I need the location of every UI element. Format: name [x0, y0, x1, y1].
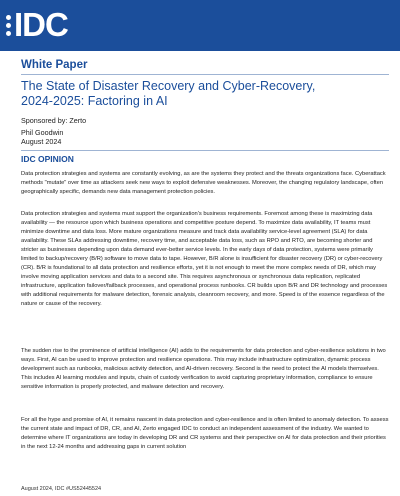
divider-top: [21, 74, 389, 75]
footer-text: August 2024, IDC #US52445524: [21, 486, 102, 492]
logo-dots-icon: [6, 15, 11, 36]
document-type-label: White Paper: [21, 59, 88, 71]
author-name: Phil Goodwin: [21, 128, 64, 137]
header-bar: [0, 0, 400, 51]
title-line-1: The State of Disaster Recovery and Cyber-Recovery,: [21, 79, 316, 93]
paragraph-1: Data protection strategies and systems are constantly evolving, as are the systems they protect and the threats organizations face. Cyberattack methods "mutate" over time as attackers seek new ways to exploit defensive weaknesses. Moreover, the changing regulatory landscape, often geographically specific, demands new data management protection policies.: [21, 171, 386, 195]
idc-logo: [6, 8, 68, 42]
logo-text: IDC: [14, 6, 68, 43]
title-line-2: 2024-2025: Factoring in AI: [21, 94, 168, 108]
section-heading: IDC OPINION: [21, 154, 74, 164]
paragraph-2: Data protection strategies and systems must support the organization's business requirements. Foremost among these is maximizing data availability — the resource upon which business operations and competitive posture depend. To maximize data availability, IT teams must minimize downtime and data loss. More mature organizations measure and track data availability service-level agreement (SLA) for data availability. These SLAs addressing downtime, recovery time, and acceptable data loss, such as RPO and RTO, are becoming shorter and stricter as businesses depending upon data demand ever-better service levels. In the early days of data protection, systems were primarily limited to backup/recovery (B/R) software to move data to tape. However, B/R alone is insufficient for disaster recovery (DR) or cyber-recovery (CR). B/R is foundational to all data protection and resilience efforts, yet it is not enough to meet the more complex needs of DR, which may involve moving application services and data to a second site. This requires asynchronous or synchronous data replication, replicated infrastructure, application failover/failback processes, and operational process runbooks. CR builds upon B/R and DR technology and processes with additional requirements for malware detection, forensic analysis, cleanroom recovery, and more. Speed is of the essence regardless of the nature or cause of the recovery.: [21, 211, 388, 307]
paragraph-3: The sudden rise to the prominence of artificial intelligence (AI) adds to the requirements for data protection and cyber-resilience solutions in two ways. First, AI can be used to improve protection and resilience operations. This may include infrastructure optimization, dynamic process development such as runbooks, malicious activity detection, and AI-driven recovery. Second is the need to protect the AI models themselves. This includes AI learning modules and inputs, chain of custody verification to avoid capturing proprietary information, compliance to ensure sensitive information is properly protected, and malware detection and recovery.: [21, 348, 386, 390]
sponsor-text: Sponsored by: Zerto: [21, 116, 87, 125]
publish-date: August 2024: [21, 137, 62, 146]
divider-section: [21, 150, 389, 151]
paragraph-4: For all the hype and promise of AI, it remains nascent in data protection and cyber-resilience and is often limited to anomaly detection. To assess the current state and impact of DR, CR, and AI, Zerto engaged IDC to conduct an independent assessment of the industry. We wanted to determine where IT organizations are today in developing DR and CR systems and their perspective on AI for data protection and their priorities in the next 12-24 months and addressing gaps in current solution: [21, 417, 389, 450]
page-title: [21, 79, 381, 109]
